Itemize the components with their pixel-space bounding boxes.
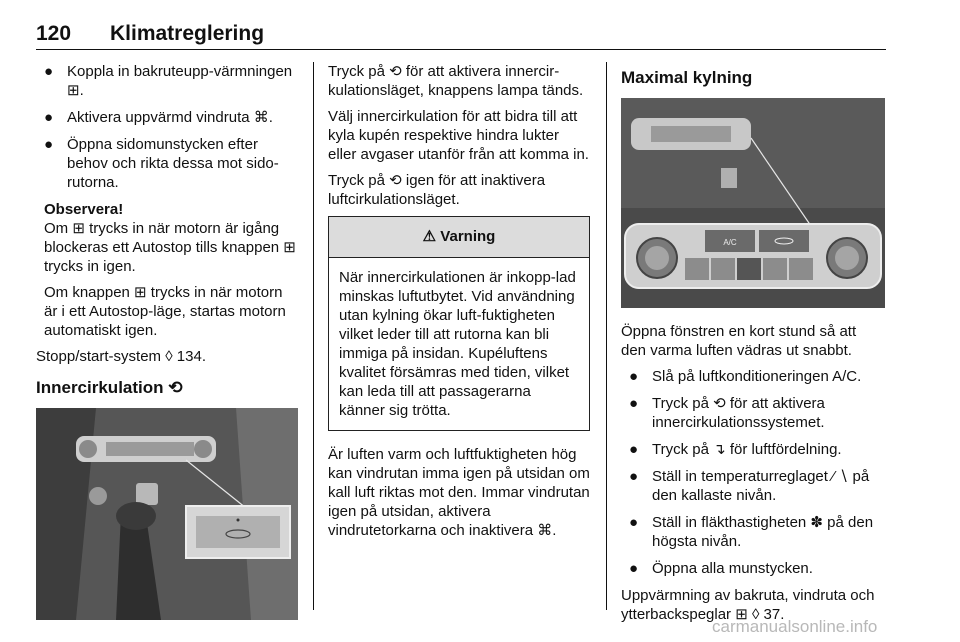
note-paragraph: Om knappen ⊞ trycks in när motorn är i ett Autostop-läge, startas motorn automatiskt igen. xyxy=(44,284,286,339)
list-item: ● Öppna alla munstycken. xyxy=(629,560,813,577)
console-photo-art xyxy=(36,408,298,620)
paragraph: Välj innercirkulation för att bidra till att kyla kupén respektive hindra lukter eller avgaser utanför från att komma in. xyxy=(328,108,589,163)
warning-text: När innercirkulationen är inkopp-lad minskas luftutbytet. Vid användning utan kylning ökar luft-fuktigheten vilket leder till att rutorna kan bli immiga på insidan. Kupéluftens kvalitet försämras med tiden, vilket kan leda till att passagerarna känner sig trötta. xyxy=(339,269,576,419)
section-heading: Innercirkulation ⟲ xyxy=(36,378,183,397)
paragraph: Öppna fönstren en kort stund så att den varma luften vädras ut snabbt. xyxy=(621,323,857,359)
list-item: ● Öppna sidomunstycken efter behov och rikta dessa mot sido-rutorna. xyxy=(44,136,279,191)
column-divider xyxy=(606,62,607,610)
climate-panel-art xyxy=(621,98,885,308)
page-number: 120 xyxy=(36,22,72,45)
console-photo xyxy=(36,408,298,620)
ac-label: A/C xyxy=(723,238,737,247)
list-item: ● Tryck på ↴ för luftfördelning. xyxy=(629,441,842,458)
section-heading: Maximal kylning xyxy=(621,68,753,87)
list-item: ● Tryck på ⟲ för att aktivera innercirkulationssystemet. xyxy=(629,395,825,431)
column-1 xyxy=(36,62,298,620)
list-item: ● Koppla in bakruteupp-värmningen ⊞. xyxy=(44,63,293,99)
column-2 xyxy=(328,62,590,547)
paragraph: Uppvärmning av bakruta, vindruta och ytterbackspeglar ⊞ ◊ 37. xyxy=(621,587,875,623)
chapter-title: Klimatreglering xyxy=(110,22,265,45)
list-item: ● Aktivera uppvärmd vindruta ⌘. xyxy=(44,109,273,126)
cross-reference: Stopp/start-system ◊ 134. xyxy=(36,348,206,365)
watermark: carmanualsonline.info xyxy=(712,617,878,636)
warning-box xyxy=(328,216,590,431)
list-item: ● Slå på luftkonditioneringen A/C. xyxy=(629,368,862,385)
column-divider xyxy=(313,62,314,610)
note-block xyxy=(36,200,298,340)
page-header xyxy=(36,22,886,52)
list-item: ● Ställ in temperaturreglaget ⁄ ∖ på den kallaste nivån. xyxy=(629,468,870,504)
column-3 xyxy=(621,62,885,631)
warning-header xyxy=(329,217,589,258)
note-title: Observera! xyxy=(44,201,124,218)
note-paragraph: Om ⊞ trycks in när motorn är igång blockeras ett Autostop tills knappen ⊞ trycks in igen. xyxy=(44,220,296,275)
paragraph: Är luften varm och luftfuktigheten hög kan vindrutan imma igen på utsidan om kall luft riktas mot den. Immar vindrutan igen på utsidan, aktivera vindrutetorkarna och inaktivera ⌘. xyxy=(328,446,590,539)
climate-panel-photo xyxy=(621,98,885,308)
paragraph: Tryck på ⟲ igen för att inaktivera luftcirkulationsläget. xyxy=(328,172,546,208)
warning-icon: ⚠ xyxy=(422,228,437,245)
paragraph: Tryck på ⟲ för att aktivera innercir-kulationsläget, knappens lampa tänds. xyxy=(328,63,584,99)
warning-title: Varning xyxy=(440,228,496,245)
header-rule xyxy=(36,49,886,50)
list-item: ● Ställ in fläkthastigheten ✽ på den högsta nivån. xyxy=(629,514,874,550)
